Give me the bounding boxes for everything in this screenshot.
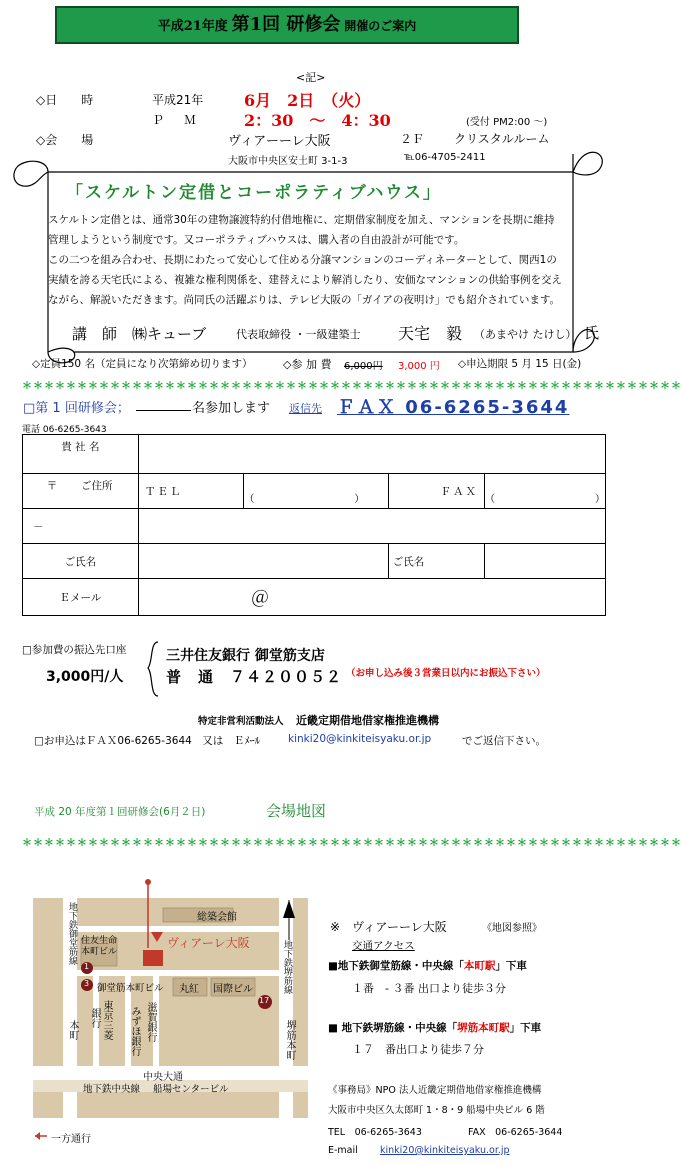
map-heading-small: 平成 20 年度第１回研修会(6月２日) — [34, 806, 206, 818]
lecture-title: 「スケルトン定借とコーポラティブハウス」 — [66, 183, 442, 203]
date-label: ◇日 時 — [36, 93, 94, 107]
office-email-label: E-mail — [328, 1145, 358, 1156]
attend-suffix: 名参加します — [192, 401, 271, 416]
map-oneway: 一方通行 — [51, 1134, 91, 1145]
reply-to-label: 返信先 — [289, 402, 322, 415]
apply-suffix: でご返信下さい。 — [462, 735, 546, 747]
email-field[interactable] — [138, 579, 605, 616]
venue-room: クリスタルルーム — [454, 132, 550, 146]
access-line-1-station: 本町駅 — [463, 960, 496, 972]
office-fax: FAX 06-6265-3644 — [468, 1127, 563, 1138]
access-exit-2: １７ 番出口より徒歩７分 — [352, 1043, 484, 1056]
application-form — [22, 434, 606, 616]
pm-label: Ｐ Ｍ — [152, 113, 201, 127]
reply-tel: 電話 06-6265-3643 — [22, 425, 107, 435]
office-address: 大阪市中央区久太郎町 1・8・9 船場中央ビル 6 階 — [328, 1105, 545, 1116]
lecturer-role: 代表取締役 ・一級建築士 — [236, 328, 361, 341]
map-midosuji: 御堂筋本町ビル — [97, 983, 164, 994]
venue-label: ◇会 場 — [36, 133, 94, 147]
map-tokyo-mitsubishi: 東京三菱 — [101, 1000, 112, 1040]
access-map-ref: 《地図参照》 — [482, 923, 542, 934]
at-mark: ＠ — [250, 588, 269, 609]
fee-old: 6,000円 — [344, 361, 383, 372]
reception-time: (受付 PM2:00 ～) — [466, 117, 548, 128]
postal-dash: － — [23, 509, 139, 544]
divider-stars-2: ＊＊＊＊＊＊＊＊＊＊＊＊＊＊＊＊＊＊＊＊＊＊＊＊＊＊＊＊＊＊＊＊＊＊＊＊＊＊＊＊＊＊＊＊＊＊＊＊＊＊＊＊＊＊＊＊＊＊＊＊ — [22, 838, 682, 849]
address-label: ご住所 — [81, 480, 113, 492]
npo-label: 特定非営利活動法人 — [198, 716, 284, 727]
apply-prefix: □お申込はＦＡＸ06-6265-3644 又は Ｅﾒｰﾙ — [34, 735, 261, 747]
fax-field[interactable] — [485, 474, 606, 509]
fax-label: ＦＡＸ — [440, 485, 478, 498]
map-station-3: 3 — [84, 979, 90, 988]
title-main: 第1回 研修会 — [231, 14, 341, 35]
divider-stars: ＊＊＊＊＊＊＊＊＊＊＊＊＊＊＊＊＊＊＊＊＊＊＊＊＊＊＊＊＊＊＊＊＊＊＊＊＊＊＊＊＊＊＊＊＊＊＊＊＊＊＊＊＊＊＊＊＊＊＊＊ — [22, 381, 682, 392]
map-station-1: 1 — [84, 962, 90, 971]
office-email[interactable]: kinki20@kinkiteisyaku.or.jp — [380, 1145, 510, 1156]
map-mizuho: みずほ銀行 — [129, 1006, 140, 1056]
date-value: 6月 2日 （火） — [244, 91, 371, 110]
lecture-line: ながら、解説いただきます。尚同氏の活躍ぶりは、テレビ大阪の「ガイアの夜明け」でも紹介されています。 — [48, 294, 560, 306]
name-label-1: ご氏名 — [23, 544, 139, 579]
access-venue: ※ ヴィアーーレ大阪 — [330, 920, 447, 934]
fax-cell[interactable] — [388, 474, 484, 509]
map-shiga: 滋賀銀行 — [145, 1002, 156, 1042]
map-sakaisuji-line: 地下鉄堺筋線 — [282, 940, 292, 994]
ki-label: <記> — [296, 71, 326, 84]
map-line-chuo: 地下鉄中央線 — [83, 1084, 141, 1095]
fee-new: 3,000 円 — [398, 361, 440, 372]
map-kokusai: 国際ビル — [213, 984, 253, 995]
lecture-line: この二つを組み合わせ、長期にわたって安心して住める分譲マンションのコーディネーターとして、関西1の — [48, 254, 557, 266]
map-maruko: 丸紅 — [179, 984, 199, 995]
access-line-1-b: 」下車 — [495, 960, 527, 972]
name-field-2[interactable] — [485, 544, 606, 579]
capacity-text: ◇定員150 名（定員になり次第締め切ります） — [32, 358, 253, 370]
name-field-1[interactable] — [138, 544, 388, 579]
map-venue: ヴィアーレ大阪 — [167, 936, 250, 950]
access-line-2-b: 」下車 — [509, 1022, 542, 1034]
company-field[interactable] — [138, 435, 605, 474]
tel-paren: （ ） — [244, 494, 365, 505]
title-banner — [55, 6, 519, 44]
payment-label: □参加費の振込先口座 — [22, 644, 127, 656]
deadline: ◇申込期限 5 月 15 日(金) — [458, 358, 582, 370]
honorific: 氏 — [584, 324, 600, 342]
access-label: 交通アクセス — [352, 940, 415, 952]
lecturer-label: 講 師 ㈱キューブ — [72, 325, 207, 343]
venue-address: 大阪市中央区安土町 3-1-3 — [228, 156, 348, 167]
time-value: 2：30 ～ 4：30 — [244, 111, 391, 130]
lecture-line: 管理しようという制度です。又コーポラティブハウスは、購入者の自由設計が可能です。 — [48, 234, 465, 246]
map-midosuji-line: 地下鉄御堂筋線 — [67, 902, 77, 965]
lecture-line: スケルトン定借とは、通常30年の建物譲渡特約付借地権に、定期借家制度を加え、マンションを長期に維持 — [48, 214, 555, 226]
lecture-line: 実績を誇る天宅氏による、複雑な権利関係を、建替えにより解消したり、安価なマンションの供給事例を交え — [48, 274, 563, 286]
access-line-1 — [328, 958, 527, 973]
title-sub: 開催のご案内 — [344, 19, 417, 33]
name-label-2: ご氏名 — [388, 544, 484, 579]
map-chuo-odori: 中央大通 — [143, 1072, 183, 1083]
map-station-17: 17 — [259, 996, 270, 1005]
address-field[interactable] — [138, 509, 605, 544]
attendees-blank[interactable] — [136, 410, 191, 411]
map-sakaisuji-honmachi: 堺筋本町 — [284, 1020, 295, 1060]
bank-name: 三井住友銀行 御堂筋支店 — [166, 648, 325, 664]
reply-fax: ＦＡＸ 06-6265-3644 — [337, 397, 570, 418]
office-label: 《事務局》NPO 法人近畿定期借地借家権推進機構 — [328, 1085, 542, 1096]
access-exit-1: １番 - ３番 出口より徒歩３分 — [352, 982, 506, 995]
bank-account: 普 通 ７４２００５２ — [166, 668, 343, 686]
payment-note: （お申し込み後３営業日以内にお振込下さい） — [346, 668, 546, 679]
title-era: 平成21年度 — [157, 19, 228, 34]
venue-tel: ℡06-4705-2411 — [404, 152, 486, 163]
map-honmachi: 本町 — [67, 1020, 78, 1040]
apply-email[interactable]: kinki20@kinkiteisyaku.or.jp — [288, 733, 432, 745]
fax-paren: （ ） — [485, 494, 605, 505]
postal-mark: 〒 — [46, 480, 58, 492]
address-cell — [23, 474, 139, 509]
access-line-2-a: ■ 地下鉄堺筋線・中央線「 — [328, 1022, 458, 1034]
lecture-body — [48, 210, 593, 310]
email-label: Ｅメール — [23, 579, 139, 616]
map-heading-large: 会場地図 — [266, 802, 327, 820]
lecturer-reading: （あまやけ たけし） — [474, 328, 577, 341]
office-tel: TEL 06-6265-3643 — [328, 1127, 422, 1138]
venue-floor: ２Ｆ — [400, 132, 425, 146]
payment-amount: 3,000円/人 — [46, 669, 124, 685]
access-line-1-a: ■地下鉄御堂筋線・中央線「 — [328, 960, 464, 972]
tel-label: ＴＥＬ — [144, 485, 183, 498]
date-era: 平成21年 — [152, 93, 204, 107]
access-line-2 — [328, 1020, 541, 1035]
company-label: 貴 社 名 — [23, 435, 139, 474]
venue-map — [33, 880, 308, 1145]
tel-field[interactable] — [244, 474, 388, 509]
reply-checkbox[interactable]: □第 1 回研修会； — [23, 401, 130, 416]
map-ginko: 銀行 — [89, 1008, 100, 1028]
venue-name: ヴィアーーレ大阪 — [228, 134, 331, 149]
map-senba: 船場センタービル — [153, 1084, 229, 1095]
map-sumitomo: 住友生命 本町ビル — [81, 936, 118, 957]
payment-brace — [146, 640, 160, 698]
access-line-2-station: 堺筋本町駅 — [457, 1022, 510, 1034]
map-soken: 総築会館 — [197, 912, 237, 923]
fee-label: ◇参 加 費 — [283, 358, 332, 371]
tel-cell[interactable] — [138, 474, 244, 509]
organizer-name: 近畿定期借地借家権推進機構 — [296, 714, 439, 727]
lecturer-name: 天宅 毅 — [398, 324, 463, 343]
